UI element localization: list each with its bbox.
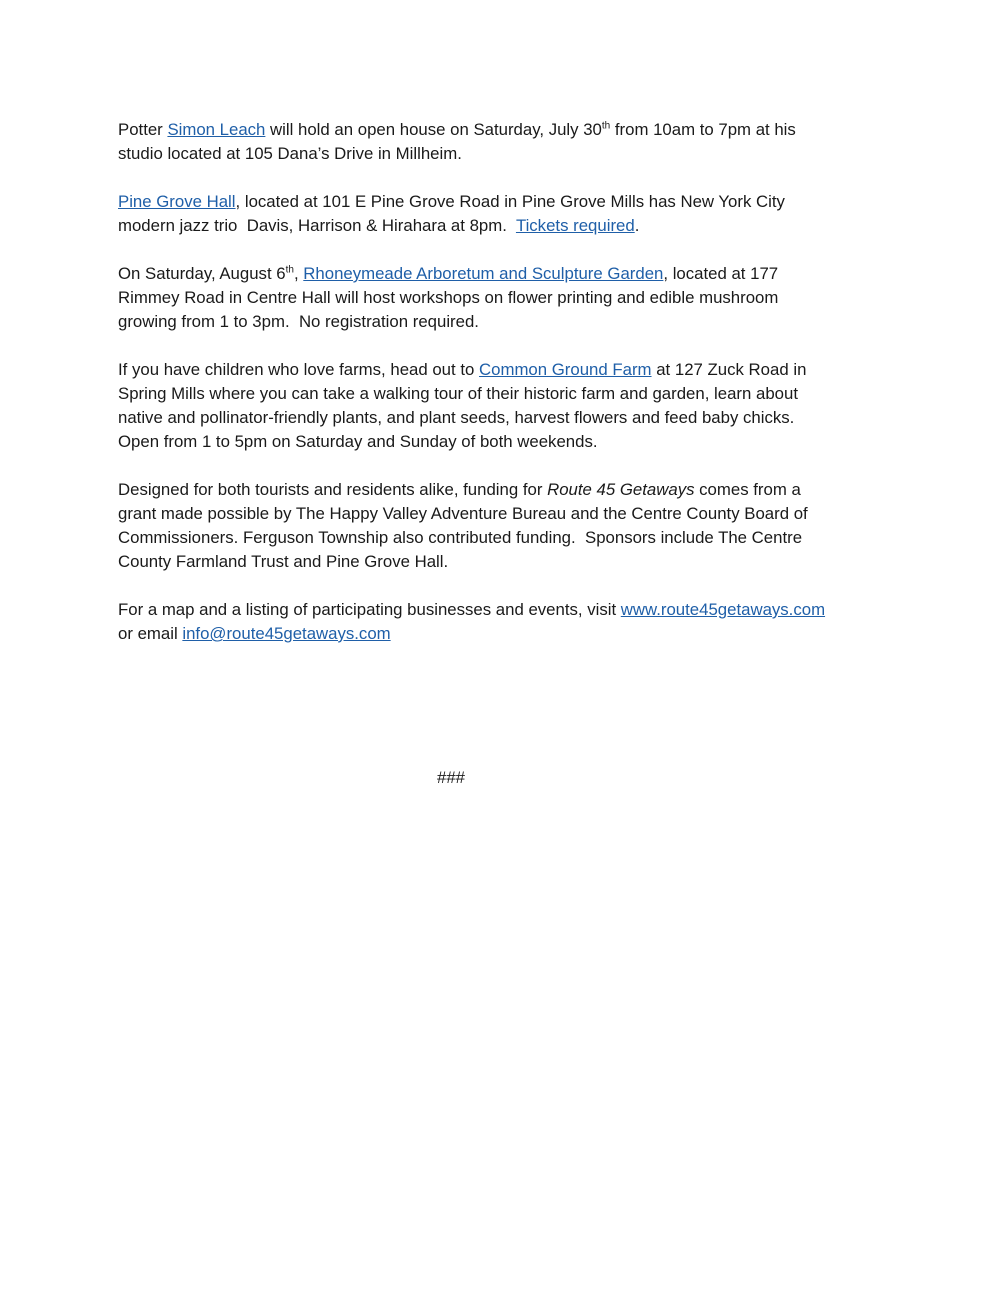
tickets-required-link[interactable]: Tickets required (515, 216, 635, 235)
text-line: On Saturday, August 6th, Rhoneymeade Arboretum and Sculpture Garden, located at 177 (118, 264, 779, 283)
text-line: If you have children who love farms, head out to Common Ground Farm at 127 Zuck Road in (118, 360, 807, 379)
text-line: studio located at 105 Dana’s Drive in Millheim. (118, 144, 462, 163)
text-line: Open from 1 to 5pm on Saturday and Sunday of both weekends. (118, 432, 598, 451)
text-line: County Farmland Trust and Pine Grove Hall. (118, 552, 449, 571)
simon-leach-link[interactable]: Simon Leach (167, 120, 266, 139)
common-ground-farm-link[interactable]: Common Ground Farm (479, 360, 652, 379)
paragraph-contact (118, 598, 888, 646)
paragraph-funding (118, 478, 888, 574)
text-line: native and pollinator-friendly plants, and plant seeds, harvest flowers and feed baby chicks. (118, 408, 795, 427)
press-release-body (118, 118, 888, 670)
rhoneymeade-link[interactable]: Rhoneymeade Arboretum and Sculpture Garden (303, 264, 664, 283)
pine-grove-hall-link[interactable]: Pine Grove Hall (118, 192, 236, 211)
text-line: Designed for both tourists and residents alike, funding for Route 45 Getaways comes from a (118, 480, 801, 499)
website-link[interactable]: www.route45getaways.com (620, 600, 826, 619)
text-line: growing from 1 to 3pm. No registration required. (118, 312, 479, 331)
text-line: Commissioners. Ferguson Township also contributed funding. Sponsors include The Centre (118, 528, 803, 547)
paragraph-rhoneymeade (118, 262, 888, 334)
text-line: Potter Simon Leach will hold an open house on Saturday, July 30th from 10am to 7pm at his (118, 120, 796, 139)
text-line: Rimmey Road in Centre Hall will host workshops on flower printing and edible mushroom (118, 288, 779, 307)
text-line: Spring Mills where you can take a walking tour of their historic farm and garden, learn about (118, 384, 798, 403)
email-link[interactable]: info@route45getaways.com (182, 624, 391, 643)
text-line: grant made possible by The Happy Valley Adventure Bureau and the Centre County Board of (118, 504, 808, 523)
text-line: modern jazz trio Davis, Harrison & Hirahara at 8pm. Tickets required. (118, 216, 640, 235)
end-marker: ### (437, 768, 465, 787)
paragraph-common-ground-farm (118, 358, 888, 454)
text-line: For a map and a listing of participating businesses and events, visit www.route45getaways.com (118, 600, 826, 619)
paragraph-pine-grove-hall (118, 190, 888, 238)
text-line: or email info@route45getaways.com (118, 624, 391, 643)
paragraph-simon-leach (118, 118, 888, 166)
text-line: Pine Grove Hall, located at 101 E Pine Grove Road in Pine Grove Mills has New York City (118, 192, 785, 211)
